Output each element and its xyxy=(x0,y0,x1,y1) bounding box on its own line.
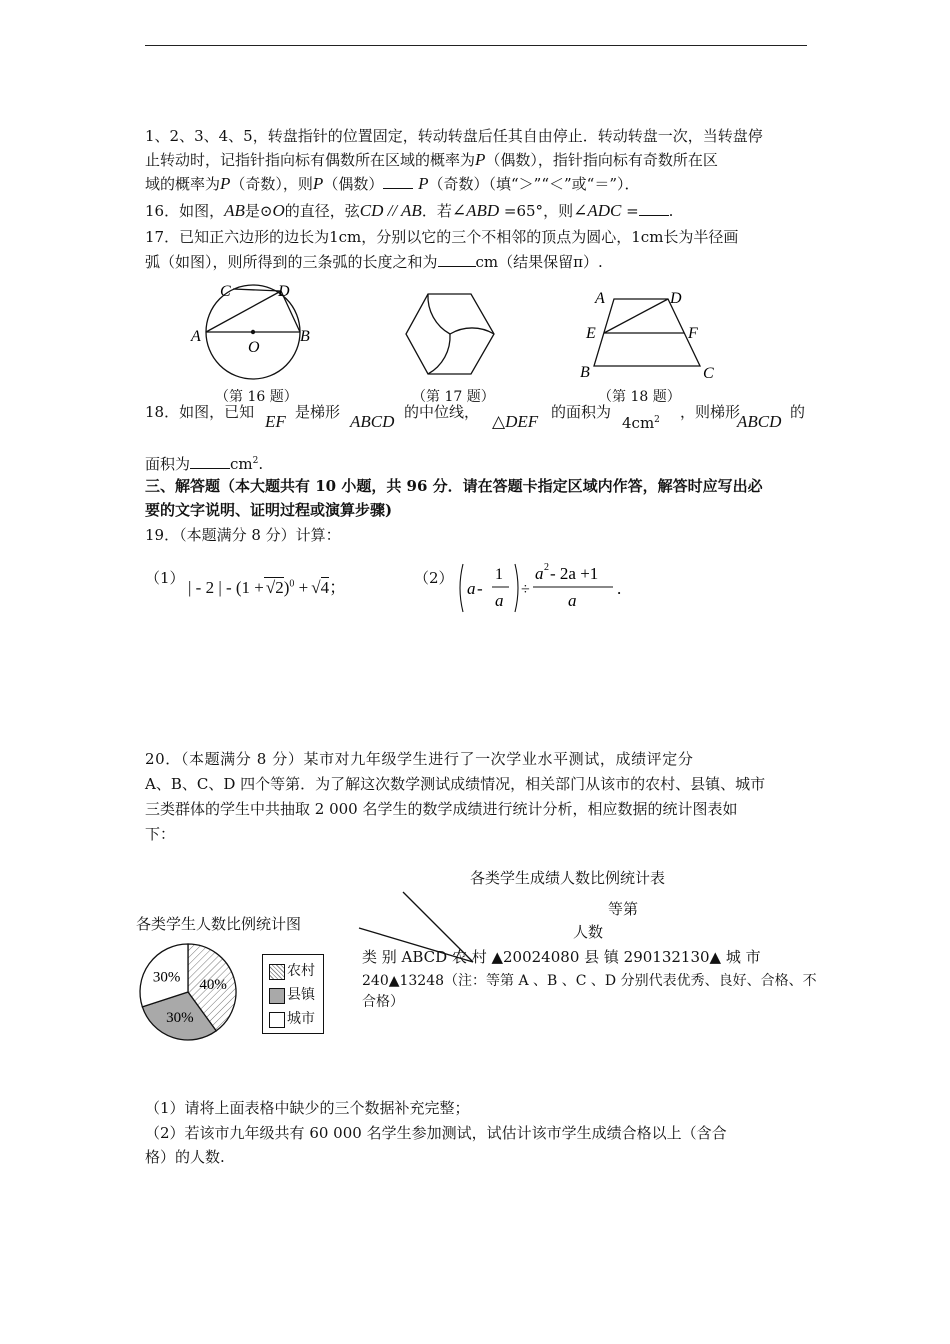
q18-area: $4cm^2$ xyxy=(622,414,660,432)
answer-blank xyxy=(383,176,413,189)
q19-part-2-label: （2） xyxy=(414,569,454,587)
pie-label-0: 40% xyxy=(199,976,227,993)
segment-ed xyxy=(604,299,668,333)
svg-text:-: - xyxy=(477,579,483,598)
figure-17 xyxy=(402,290,498,380)
q18-t2: 的中位线， xyxy=(404,403,480,421)
q18-t3: 的面积为 xyxy=(551,403,612,421)
label-c: C xyxy=(220,283,231,300)
caption-18: （第 18 题） xyxy=(598,389,681,405)
q18-t4: ，则梯形 xyxy=(680,403,741,421)
caption-16: （第 16 题） xyxy=(215,389,298,405)
answer-blank xyxy=(190,456,230,469)
question-19-title: 19．（本题满分 8 分）计算： xyxy=(145,526,341,544)
label-d: D xyxy=(670,290,682,307)
pie-chart xyxy=(132,936,244,1048)
figure-16 xyxy=(185,280,325,390)
label-b: B xyxy=(300,328,310,345)
q18-t1: 是梯形 xyxy=(295,403,341,421)
svg-text:1: 1 xyxy=(495,566,503,583)
pie-label-2: 30% xyxy=(152,969,181,986)
arc-2 xyxy=(450,328,494,334)
intro-line-1: 1、2、3、4、5，转盘指针的位置固定，转动转盘后任其自由停止．转动转盘一次，当转盘停 xyxy=(145,127,763,145)
pie-title: 各类学生人数比例统计图 xyxy=(136,915,302,933)
q18-abcd2: ABCD xyxy=(737,412,782,431)
label-o: O xyxy=(248,339,260,356)
table-row-text-1: 类 别 ABCD 农 村 ▲20024080 县 镇 290132130▲ 城 市 xyxy=(362,948,761,966)
label-b: B xyxy=(580,364,590,381)
section-3-line-1: 三、解答题（本大题共有 10 小题，共 96 分．请在答题卡指定区域内作答，解答时应写出必 xyxy=(145,477,763,495)
legend-item-county: 县镇 xyxy=(269,983,323,1005)
svg-text:÷: ÷ xyxy=(521,581,530,598)
svg-text:a: a xyxy=(535,564,544,583)
arc-3 xyxy=(428,334,450,374)
label-d: D xyxy=(278,283,290,300)
q18-ef: EF xyxy=(265,412,286,431)
q19-expression-2 xyxy=(455,558,630,618)
gray-swatch xyxy=(269,988,285,1004)
question-17-line-1: 17．已知正六边形的边长为1cm，分别以它的三个不相邻的顶点为圆心，1cm长为半径画 xyxy=(145,228,739,246)
label-e: E xyxy=(586,325,596,342)
question-20-line-3: 三类群体的学生中共抽取 2 000 名学生的数学成绩进行统计分析，相应数据的统计图表如 xyxy=(145,800,738,818)
label-c: C xyxy=(703,365,714,382)
label-a: A xyxy=(595,290,605,307)
answer-blank xyxy=(438,254,476,267)
q18-abcd: ABCD xyxy=(350,412,395,431)
section-3-line-2: 要的文字说明、证明过程或演算步骤) xyxy=(145,501,393,519)
figure-18 xyxy=(578,284,718,384)
q20-sub-2-line-2: 格）的人数. xyxy=(145,1148,225,1166)
label-f: F xyxy=(688,325,698,342)
q19-expression-1: | - 2 | - $(1 + √2)^0 + √4$； xyxy=(188,578,347,597)
legend-item-rural: 农村 xyxy=(269,959,323,981)
svg-text:- 2a +1: - 2a +1 xyxy=(550,564,599,583)
q18-def: △DEF xyxy=(492,412,539,431)
question-20-line-4: 下： xyxy=(145,825,176,843)
center-point xyxy=(251,330,255,334)
question-20-line-2: A、B、C、D 四个等第．为了解这次数学测试成绩情况，相关部门从该市的农村、县镇、城市 xyxy=(145,775,766,793)
svg-text:a: a xyxy=(568,591,577,610)
q19-part-1-label: （1） xyxy=(145,569,185,587)
pie-label-1: 30% xyxy=(166,1010,194,1027)
q20-sub-1: （1）请将上面表格中缺少的三个数据补充完整； xyxy=(145,1099,470,1117)
intro-line-2: 止转动时，记指针指向标有偶数所在区域的概率为P（偶数），指针指向标有奇数所在区 xyxy=(145,150,718,169)
caption-17: （第 17 题） xyxy=(412,389,495,405)
svg-text:.: . xyxy=(617,579,622,598)
q18-t5: 的 xyxy=(790,403,806,421)
white-swatch xyxy=(269,1012,285,1028)
svg-text:a: a xyxy=(467,579,476,598)
q18-num: 18．如图，已知 xyxy=(145,403,255,421)
segment-ad xyxy=(206,291,281,332)
intro-line-3: 域的概率为P（奇数），则P（偶数） P（奇数）（填“＞”“＜”或“＝”）． xyxy=(145,174,640,193)
table-row-text-2: 240▲13248（注：等第 A 、B 、C 、D 分别代表优秀、良好、合格、不 xyxy=(362,973,817,989)
table-row-text-3: 合格） xyxy=(362,994,404,1010)
question-20-line-1: 20．（本题满分 8 分）某市对九年级学生进行了一次学业水平测试，成绩评定分 xyxy=(145,750,694,768)
question-16: 16．如图，AB是⊙O的直径，弦CD // AB．若∠ABD =65°，则∠ADC = . xyxy=(145,201,674,220)
arc-1 xyxy=(428,294,450,334)
svg-text:a: a xyxy=(495,591,504,610)
header-dengdi: 等第 xyxy=(608,900,639,918)
answer-blank xyxy=(639,203,669,216)
question-17-line-2: 弧（如图），则所得到的三条弧的长度之和为 cm（结果保留π）. xyxy=(145,253,603,271)
pie-legend xyxy=(262,954,324,1034)
q20-sub-2-line-1: （2）若该市九年级共有 60 000 名学生参加测试，试估计该市学生成绩合格以上（含合 xyxy=(145,1124,727,1142)
svg-text:2: 2 xyxy=(544,562,549,573)
q18-line-2: 面积为 $cm^2$. xyxy=(145,455,264,473)
hatch-swatch xyxy=(269,964,285,980)
legend-item-city: 城市 xyxy=(269,1007,323,1029)
table-title: 各类学生成绩人数比例统计表 xyxy=(470,869,666,887)
header-rule xyxy=(145,45,807,46)
header-renshu: 人数 xyxy=(573,923,604,941)
label-a: A xyxy=(191,328,201,345)
